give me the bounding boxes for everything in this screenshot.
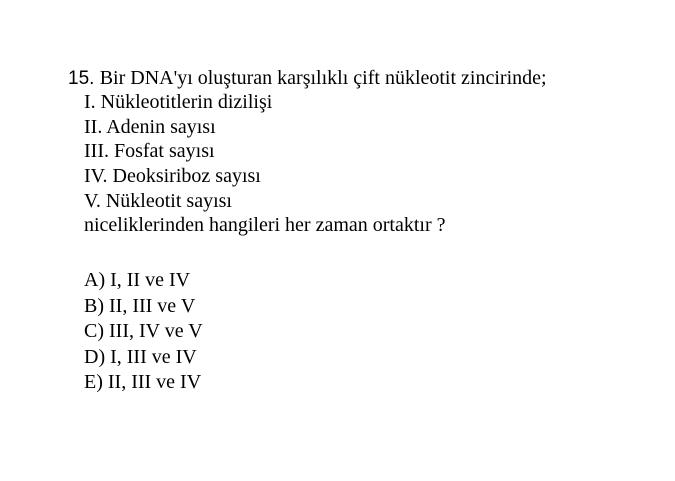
question-number: 15: [68, 68, 90, 89]
question-number-dot: .: [89, 68, 100, 89]
statement-item: IV. Deoksiriboz sayısı: [84, 165, 261, 188]
choice-a[interactable]: A) I, II ve IV: [84, 269, 191, 291]
choice-d[interactable]: D) I, III ve IV: [84, 345, 197, 368]
answer-choices: [84, 268, 203, 396]
question-stem: Bir DNA'yı oluşturan karşılıklı çift nükleotit zincirinde;: [99, 67, 547, 89]
choice-b[interactable]: B) II, III ve V: [84, 294, 196, 317]
statement-item: V. Nükleotit sayısı: [84, 189, 232, 212]
question-stem-line: [68, 66, 547, 91]
statement-list: [84, 90, 446, 238]
statement-item: III. Fosfat sayısı: [84, 140, 215, 163]
statement-item: II. Adenin sayısı: [84, 115, 216, 138]
statement-item: I. Nükleotitlerin dizilişi: [84, 91, 273, 113]
choice-c[interactable]: C) III, IV ve V: [84, 320, 203, 342]
choice-e[interactable]: E) II, III ve IV: [84, 371, 202, 393]
question-prompt: niceliklerinden hangileri her zaman ortaktır ?: [84, 214, 446, 237]
